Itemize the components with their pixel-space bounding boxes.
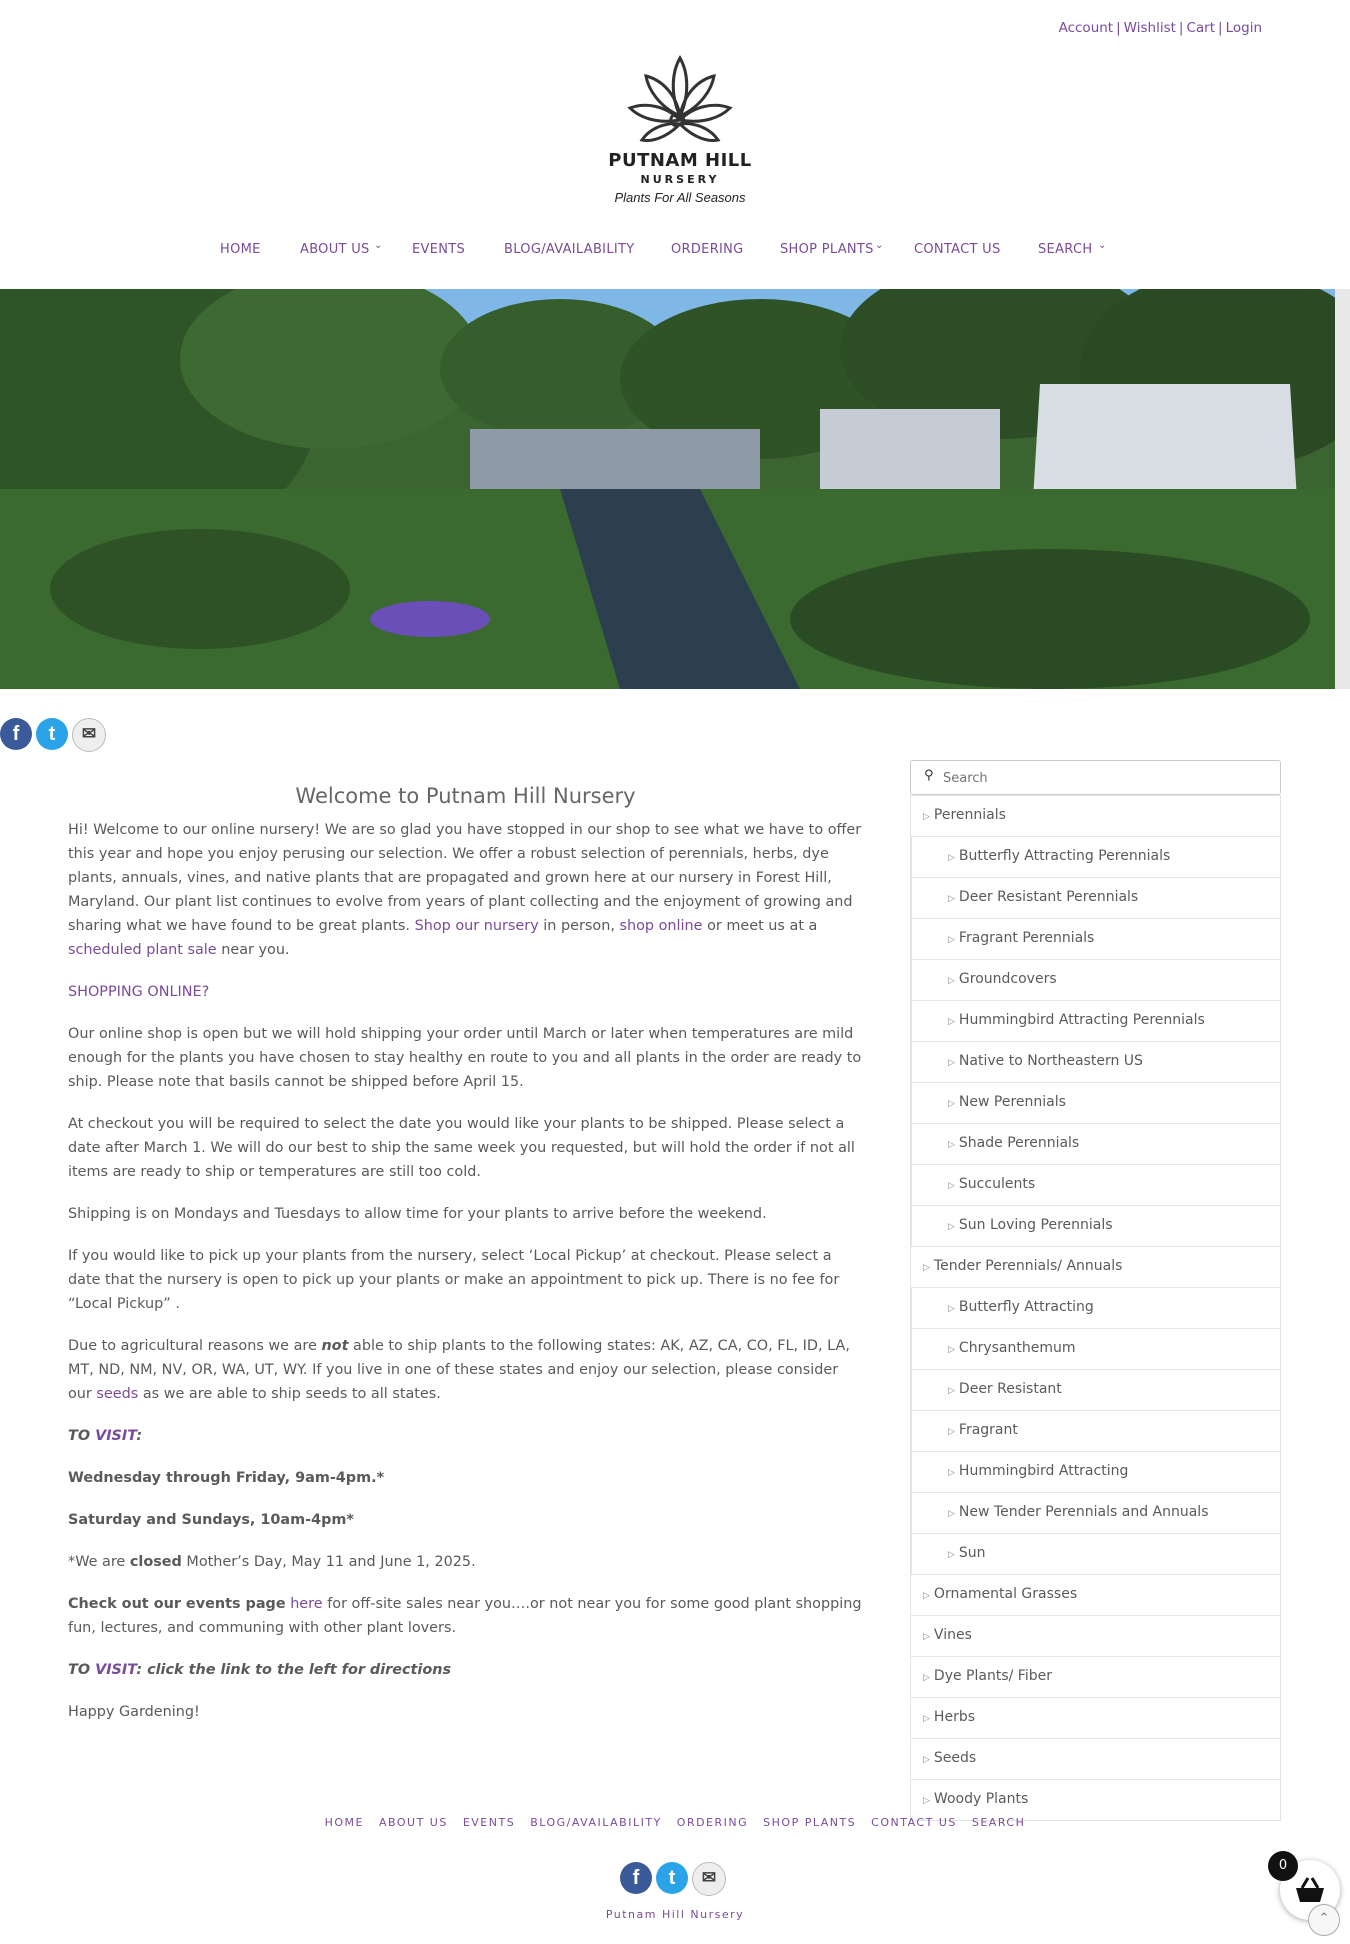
caret-right-icon: ▷ <box>948 1550 955 1560</box>
caret-right-icon: ▷ <box>948 1140 955 1150</box>
footer-nav-events[interactable]: EVENTS <box>462 1816 516 1829</box>
sidebar-category-item[interactable] <box>911 1287 1280 1328</box>
sidebar-category-label: New Tender Perennials and Annuals <box>958 1504 1209 1520</box>
shop-paragraph: Our online shop is open but we will hold shipping your order until March or later when temperatures are mild enough for the plants you have chosen to stay healthy en route to you and all plants in the order are ready to ship. Please note that basils cannot be shipped before April 15. <box>68 1026 862 1090</box>
caret-right-icon: ▷ <box>923 1796 930 1806</box>
sidebar-category-label: Perennials <box>933 807 1006 823</box>
caret-right-icon: ▷ <box>948 1222 955 1232</box>
caret-right-icon: ▷ <box>948 1099 955 1109</box>
nav-blog-availability[interactable]: BLOG/AVAILABILITY <box>504 242 635 257</box>
cart-link[interactable]: Cart <box>1186 20 1216 36</box>
sidebar-category-label: Hummingbird Attracting Perennials <box>958 1012 1205 1028</box>
hours-weekday: Wednesday through Friday, 9am-4pm.* <box>68 1470 385 1486</box>
logo-subname: NURSERY <box>640 173 720 186</box>
nav-search[interactable]: SEARCH <box>1038 242 1093 257</box>
cart-count-badge: 0 <box>1268 1851 1298 1881</box>
chevron-down-icon[interactable]: ⌄ <box>374 240 383 251</box>
sidebar-category-item[interactable] <box>911 1779 1280 1820</box>
email-icon[interactable]: ✉ <box>692 1862 726 1896</box>
sidebar-category-label: Hummingbird Attracting <box>958 1463 1129 1479</box>
twitter-icon[interactable]: t <box>36 718 68 750</box>
sidebar-category-item[interactable] <box>911 1738 1280 1779</box>
caret-right-icon: ▷ <box>948 935 955 945</box>
twitter-icon[interactable]: t <box>656 1862 688 1894</box>
nav-events[interactable]: EVENTS <box>412 242 466 257</box>
sidebar-category-item[interactable] <box>911 1246 1280 1287</box>
events-paragraph: Check out our events page here for off-site sales near you….or not near you for some good plant shopping fun, lectures, and communing with other plant lovers. <box>68 1596 862 1636</box>
facebook-icon[interactable]: f <box>620 1862 652 1894</box>
sidebar-category-item[interactable] <box>911 1533 1280 1574</box>
sidebar-category-item[interactable] <box>911 1574 1280 1615</box>
checkout-paragraph: At checkout you will be required to select the date you would like your plants to be shipped. Please select a date after March 1. We will do our best to ship the same week you requested, but will hold the order if not all items are ready to ship or temperatures are still too cold. <box>68 1116 855 1180</box>
caret-right-icon: ▷ <box>923 1591 930 1601</box>
sidebar-category-item[interactable] <box>911 1615 1280 1656</box>
sidebar-category-item[interactable] <box>911 795 1280 836</box>
sidebar-category-item[interactable] <box>911 1041 1280 1082</box>
visit-directions-link[interactable]: VISIT <box>95 1662 137 1678</box>
caret-right-icon: ▷ <box>923 1755 930 1765</box>
sidebar-category-label: Vines <box>933 1627 972 1643</box>
sidebar-category-label: Herbs <box>933 1709 975 1725</box>
login-link[interactable]: Login <box>1225 20 1262 36</box>
seeds-link[interactable]: seeds <box>96 1386 139 1402</box>
main-content <box>68 784 863 1742</box>
footer-nav <box>0 1816 1350 1829</box>
caret-right-icon: ▷ <box>948 1017 955 1027</box>
shopping-online-heading: SHOPPING ONLINE? <box>68 984 210 1000</box>
states-paragraph: Due to agricultural reasons we are not able to ship plants to the following states: AK, AZ, CA, CO, FL, ID, LA, MT, ND, NM, NV, OR, WA, UT, WY. If you live in one of these states and enjoy our selection, please consider our seeds as we are able to ship seeds to all states. <box>68 1338 850 1402</box>
caret-right-icon: ▷ <box>948 1509 955 1519</box>
directions-note: TO VISIT: click the link to the left for directions <box>68 1662 452 1678</box>
logo-tagline: Plants For All Seasons <box>614 190 746 205</box>
nav-ordering[interactable]: ORDERING <box>671 242 744 257</box>
nav-contact-us[interactable]: CONTACT US <box>914 242 1001 257</box>
sidebar-category-label: Ornamental Grasses <box>933 1586 1078 1602</box>
sidebar-category-label: Chrysanthemum <box>958 1340 1076 1356</box>
sidebar-category-label: Groundcovers <box>958 971 1057 987</box>
footer-nav-ordering[interactable]: ORDERING <box>676 1816 749 1829</box>
sidebar-category-label: Butterfly Attracting Perennials <box>958 848 1171 864</box>
sidebar-category-label: Seeds <box>933 1750 977 1766</box>
sidebar-category-label: Dye Plants/ Fiber <box>933 1668 1052 1684</box>
sidebar-category-item[interactable] <box>911 1410 1280 1451</box>
sidebar-category-label: Fragrant <box>958 1422 1018 1438</box>
sidebar-category-item[interactable] <box>911 918 1280 959</box>
sidebar-category-item[interactable] <box>911 877 1280 918</box>
search-icon: ⚲ <box>924 768 934 783</box>
sidebar-category-item[interactable] <box>911 1656 1280 1697</box>
sidebar-category-item[interactable] <box>911 1000 1280 1041</box>
sidebar-category-label: Native to Northeastern US <box>958 1053 1143 1069</box>
sidebar-category-item[interactable] <box>911 1205 1280 1246</box>
intro-paragraph: Hi! Welcome to our online nursery! We are so glad you have stopped in our shop to see what we have to offer this year and hope you enjoy perusing our selection. We offer a robust selection of perennials, herbs, dye plants, annuals, vines, and native plants that are propagated and grown here at our nursery in Forest Hill, Maryland. Our plant list continues to evolve from years of plant collecting and the enjoyment of growing and sharing what we have found to be great plants. Shop our nursery in person, shop online or meet us at a scheduled plant sale near you. <box>68 822 862 958</box>
caret-right-icon: ▷ <box>948 894 955 904</box>
hours-weekend: Saturday and Sundays, 10am-4pm* <box>68 1512 354 1528</box>
category-menu <box>910 795 1281 1821</box>
footer-site-name: Putnam Hill Nursery <box>605 1908 745 1921</box>
account-link[interactable]: Account <box>1058 20 1114 36</box>
footer-nav-contact-us[interactable]: CONTACT US <box>871 1816 957 1829</box>
scroll-to-top-button[interactable] <box>1308 1904 1340 1936</box>
closed-notice: *We are closed Mother’s Day, May 11 and June 1, 2025. <box>68 1554 476 1570</box>
nursery-photo <box>0 289 1335 689</box>
sidebar-category-label: New Perennials <box>958 1094 1066 1110</box>
sidebar-category-label: Sun <box>958 1545 986 1561</box>
caret-right-icon: ▷ <box>923 1632 930 1642</box>
pickup-paragraph: If you would like to pick up your plants from the nursery, select ‘Local Pickup’ at checkout. Please select a date that the nursery is open to pick up your plants or make an appointment to pick up. There is no fee for “Local Pickup” . <box>68 1248 840 1312</box>
sidebar-category-item[interactable] <box>911 1697 1280 1738</box>
account-links: Account | Wishlist | Cart | Login <box>1058 20 1262 36</box>
caret-right-icon: ▷ <box>948 1345 955 1355</box>
search-input[interactable] <box>941 765 1265 791</box>
sidebar-category-item[interactable] <box>911 959 1280 1000</box>
caret-right-icon: ▷ <box>948 1058 955 1068</box>
sidebar-category-label: Deer Resistant <box>958 1381 1062 1397</box>
page-title: Welcome to Putnam Hill Nursery <box>295 784 636 808</box>
site-logo[interactable] <box>600 54 760 209</box>
wishlist-link[interactable]: Wishlist <box>1123 20 1176 36</box>
chevron-down-icon[interactable]: ⌄ <box>875 240 884 251</box>
caret-right-icon: ▷ <box>923 812 930 822</box>
sidebar-category-item[interactable] <box>911 1328 1280 1369</box>
sidebar-category-item[interactable] <box>911 1082 1280 1123</box>
caret-right-icon: ▷ <box>923 1673 930 1683</box>
sidebar-category-item[interactable] <box>911 836 1280 877</box>
footer-nav-about-us[interactable]: ABOUT US <box>378 1816 448 1829</box>
sidebar-category-label: Woody Plants <box>933 1791 1029 1807</box>
sidebar-category-item[interactable] <box>911 1451 1280 1492</box>
caret-right-icon: ▷ <box>948 1427 955 1437</box>
sidebar-search <box>910 760 1281 795</box>
sidebar-category-label: Butterfly Attracting <box>958 1299 1094 1315</box>
to-visit-heading: TO VISIT: <box>68 1428 143 1444</box>
footer-nav-blog-availability[interactable]: BLOG/AVAILABILITY <box>530 1816 662 1829</box>
caret-right-icon: ▷ <box>923 1714 930 1724</box>
hero-image <box>0 289 1335 689</box>
hero-scroll-strip <box>1335 289 1350 689</box>
caret-right-icon: ▷ <box>923 1263 930 1273</box>
flower-logo-icon <box>600 54 760 154</box>
shipping-days-paragraph: Shipping is on Mondays and Tuesdays to allow time for your plants to arrive before the weekend. <box>68 1206 767 1222</box>
visit-link[interactable]: VISIT <box>95 1428 137 1444</box>
footer-nav-shop-plants[interactable]: SHOP PLANTS <box>763 1816 857 1829</box>
sidebar-category-item[interactable] <box>911 1369 1280 1410</box>
events-here-link[interactable]: here <box>290 1596 323 1612</box>
sidebar-category-item[interactable] <box>911 1164 1280 1205</box>
main-nav <box>0 242 1350 266</box>
shop-nursery-link[interactable]: Shop our nursery <box>414 918 539 934</box>
plant-sale-link[interactable]: scheduled plant sale <box>68 942 217 958</box>
caret-right-icon: ▷ <box>948 1181 955 1191</box>
caret-right-icon: ▷ <box>948 1304 955 1314</box>
chevron-up-icon: ⌃ <box>1318 1911 1330 1926</box>
caret-right-icon: ▷ <box>948 1468 955 1478</box>
sidebar-category-item[interactable] <box>911 1123 1280 1164</box>
sidebar-category-label: Fragrant Perennials <box>958 930 1095 946</box>
sidebar-category-item[interactable] <box>911 1492 1280 1533</box>
closing-line: Happy Gardening! <box>68 1704 200 1720</box>
caret-right-icon: ▷ <box>948 1386 955 1396</box>
chevron-down-icon[interactable]: ⌄ <box>1098 240 1107 251</box>
caret-right-icon: ▷ <box>948 853 955 863</box>
sidebar-category-label: Deer Resistant Perennials <box>958 889 1139 905</box>
footer-nav-search[interactable]: SEARCH <box>971 1816 1026 1829</box>
sidebar-category-label: Shade Perennials <box>958 1135 1080 1151</box>
nav-shop-plants[interactable]: SHOP PLANTS <box>780 242 874 257</box>
caret-right-icon: ▷ <box>948 976 955 986</box>
logo-name: PUTNAM HILL <box>608 150 752 171</box>
sidebar-category-label: Succulents <box>958 1176 1036 1192</box>
footer-social-bar <box>620 1862 740 1896</box>
email-icon[interactable]: ✉ <box>72 718 106 752</box>
sidebar-category-label: Tender Perennials/ Annuals <box>933 1258 1123 1274</box>
sidebar-category-label: Sun Loving Perennials <box>958 1217 1113 1233</box>
shop-online-link[interactable]: shop online <box>619 918 703 934</box>
facebook-icon[interactable]: f <box>0 718 32 750</box>
sidebar <box>910 760 1281 1821</box>
nav-about-us[interactable]: ABOUT US <box>300 242 370 257</box>
footer-nav-home[interactable]: HOME <box>324 1816 364 1829</box>
nav-home[interactable]: HOME <box>220 242 261 257</box>
